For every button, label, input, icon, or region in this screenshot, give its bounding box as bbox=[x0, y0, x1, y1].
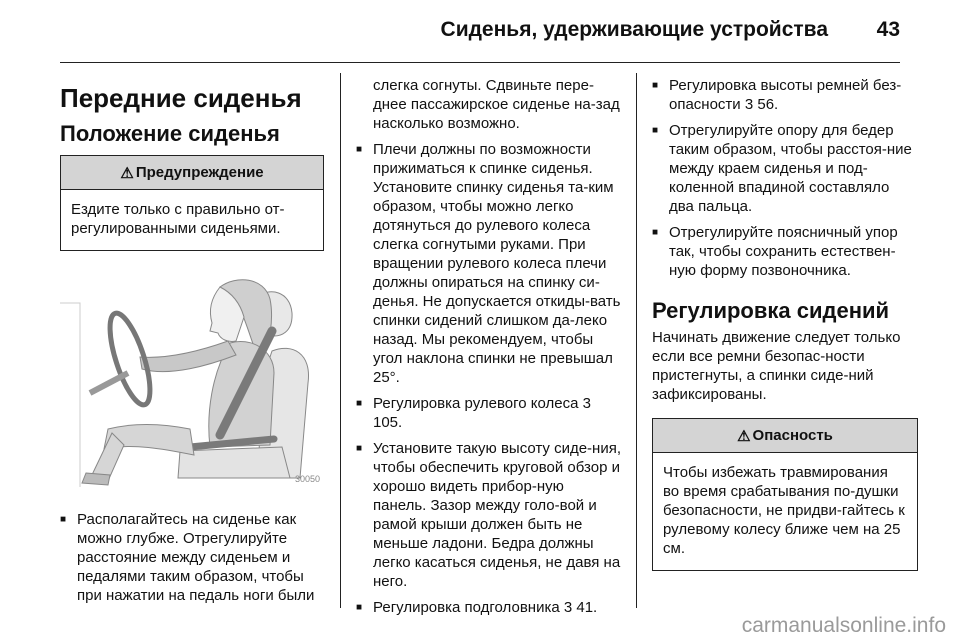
figure-number: 30050 bbox=[294, 474, 320, 484]
watermark: carmanualsonline.info bbox=[741, 614, 946, 637]
warning-text: Ездите только с правильно от-регулированными сиденьями. bbox=[71, 201, 285, 237]
page-header bbox=[60, 18, 900, 50]
danger-text: Чтобы избежать травмирования во время срабатывания по-душки безопасности, не придви-гайтесь к рулевому колесу ближе чем на 25 см. bbox=[663, 464, 905, 557]
subsection-heading: Положение сиденья bbox=[60, 121, 280, 146]
page-number: 43 bbox=[876, 18, 900, 41]
driver-seated-illustration bbox=[60, 273, 324, 488]
column-2 bbox=[356, 73, 621, 624]
list-item: ■ Установите такую высоту сиде-ния, чтобы обеспечить круговой обзор и хорошо видеть прибор-ную панель. Зазор между голо-вой и рамой крыши должен быть не меньше ладони. Бедра должны легко касаться сиденья, не давя на него. bbox=[356, 439, 621, 591]
column-1 bbox=[60, 73, 324, 612]
bullet-list bbox=[356, 140, 621, 617]
warning-title: Предупреждение bbox=[135, 164, 264, 181]
warning-box bbox=[60, 155, 324, 251]
list-item: ■ Регулировка рулевого колеса 3 105. bbox=[356, 394, 621, 432]
list-item: ■ Плечи должны по возможности прижиматься к спинке сиденья. Установите спинку сиденья та-ким образом, чтобы можно легко дотянуться до рулевого колеса слегка согнутыми руками. При вращении рулевого колеса плечи должны опираться на спинку си-денья. Не допускается откиды-вать спинки сидений слишком да-леко назад. Мы рекомендуем, чтобы угол наклона спинки не превышал 25°. bbox=[356, 140, 621, 387]
warning-icon: ⚠ bbox=[737, 427, 751, 445]
paragraph: Начинать движение следует только если все ремни безопас-ности пристегнуты, а спинки сиде-ний зафиксированы. bbox=[652, 329, 901, 403]
column-divider bbox=[340, 73, 341, 608]
warning-box-header bbox=[61, 156, 323, 190]
danger-title: Опасность bbox=[752, 427, 833, 444]
section-heading: Передние сиденья bbox=[60, 83, 302, 113]
column-divider bbox=[636, 73, 637, 608]
list-item: ■ Отрегулируйте опору для бедер таким образом, чтобы расстоя-ние между краем сиденья и под-коленной впадиной составляло два пальца. bbox=[652, 121, 918, 216]
header-title: Сиденья, удерживающие устройства bbox=[440, 18, 828, 41]
danger-box bbox=[652, 418, 918, 571]
list-item: ■ Регулировка подголовника 3 41. bbox=[356, 598, 621, 617]
list-item: ■ Располагайтесь на сиденье как можно глубже. Отрегулируйте расстояние между сиденьем и педалями таким образом, чтобы при нажатии на педаль ноги были bbox=[60, 510, 324, 605]
warning-icon: ⚠ bbox=[120, 164, 134, 182]
seat-position-illustration bbox=[60, 273, 324, 488]
section-heading: Регулировка сидений bbox=[652, 298, 890, 323]
column-3 bbox=[652, 73, 918, 571]
danger-box-header bbox=[653, 419, 917, 453]
list-item: ■ Регулировка высоты ремней без-опасности 3 56. bbox=[652, 76, 918, 114]
continued-text: слегка согнуты. Сдвиньте пере-днее пассажирское сиденье на-зад насколько возможно. bbox=[373, 77, 620, 132]
bullet-list bbox=[60, 510, 324, 605]
header-rule bbox=[60, 62, 900, 63]
bullet-list bbox=[652, 76, 918, 280]
list-item: ■ Отрегулируйте поясничный упор так, чтобы сохранить естествен-ную форму позвоночника. bbox=[652, 223, 918, 280]
